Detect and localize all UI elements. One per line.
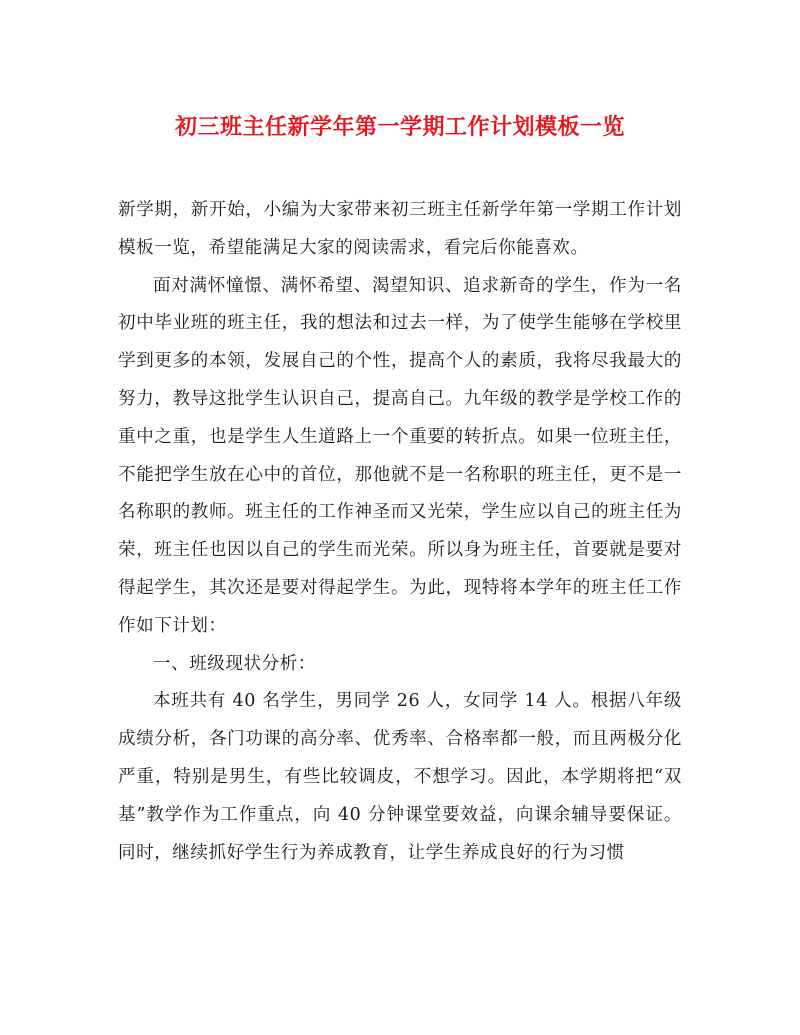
paragraph-opening: 面对满怀憧憬、满怀希望、渴望知识、追求新奇的学生，作为一名初中毕业班的班主任，我的想法和过去一样，为了使学生能够在学校里学到更多的本领，发展自己的个性，提高个人的素质，我将尽我最大的努力，教导这批学生认识自己，提高自己。九年级的教学是学校工作的重中之重，也是学生人生道路上一个重要的转折点。如果一位班主任，不能把学生放在心中的首位，那他就不是一名称职的班主任，更不是一名称职的教师。班主任的工作神圣而又光荣，学生应以自己的班主任为荣，班主任也因以自己的学生而光荣。所以身为班主任，首要就是要对得起学生，其次还是要对得起学生。为此，现特将本学年的班主任工作作如下计划：: [118, 275, 682, 636]
section-heading-class-status: 一、班级现状分析：: [153, 653, 316, 674]
document-body: [118, 192, 682, 872]
paragraph-class-status: 本班共有 40 名学生，男同学 26 人，女同学 14 人。根据八年级成绩分析，各门功课的高分率、优秀率、合格率都一般，而且两极分化严重，特别是男生，有些比较调皮，不想学习。因此，本学期将把“双基”教学作为工作重点，向 40 分钟课堂要效益，向课余辅导要保证。同时，继续抓好学生行为养成教育，让学生养成良好的行为习惯: [118, 691, 682, 863]
document-title: 初三班主任新学年第一学期工作计划模板一览: [174, 114, 625, 140]
paragraph-intro: 新学期，新开始，小编为大家带来初三班主任新学年第一学期工作计划模板一览，希望能满足大家的阅读需求，看完后你能喜欢。: [118, 200, 682, 258]
